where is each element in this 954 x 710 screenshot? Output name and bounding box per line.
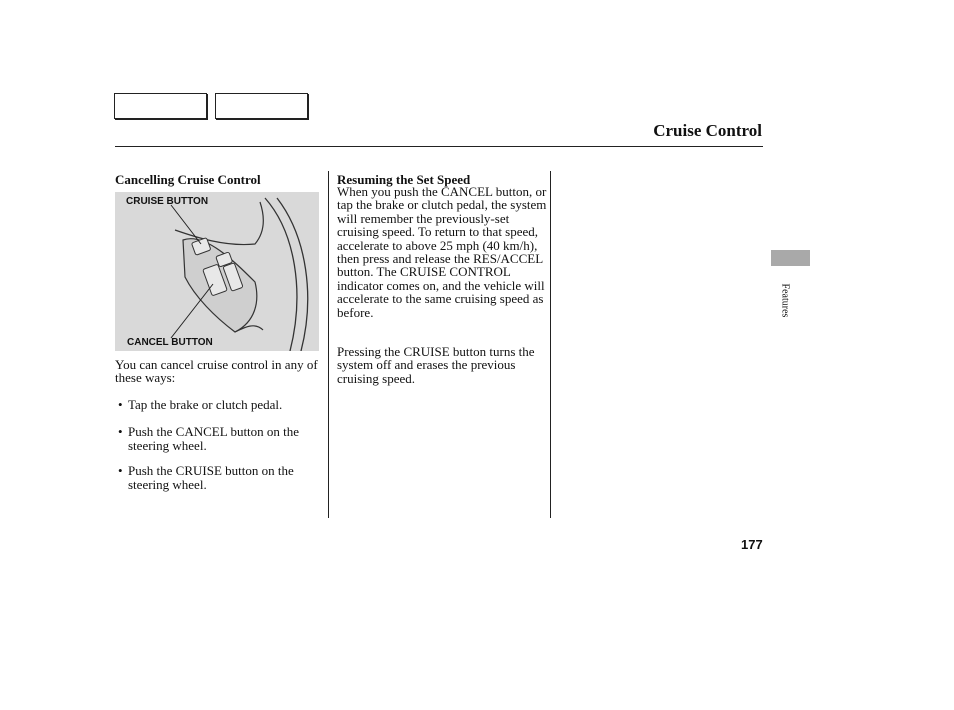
cancel-button-label: CANCEL BUTTON [127, 337, 213, 348]
bullet-dot: • [118, 424, 123, 439]
page-number: 177 [741, 537, 763, 552]
steering-wheel-illustration [115, 192, 319, 351]
column-divider-2 [550, 171, 551, 518]
nav-box-2[interactable] [215, 93, 308, 119]
list-item [118, 464, 323, 491]
column-divider-1 [328, 171, 329, 518]
section-tab-label: Features [779, 283, 791, 318]
header-rule [115, 146, 763, 147]
bullet-dot: • [118, 397, 123, 412]
list-item [118, 398, 323, 412]
section-title: Cruise Control [653, 121, 762, 140]
left-intro-text: You can cancel cruise control in any of these ways: [115, 357, 318, 386]
list-item-text: Push the CANCEL button on the steering wheel. [128, 424, 300, 453]
right-heading: Resuming the Set Speed [337, 172, 471, 187]
left-heading: Cancelling Cruise Control [115, 172, 261, 187]
list-item-text: Push the CRUISE button on the steering wheel. [128, 463, 294, 492]
steering-wheel-figure [115, 192, 319, 351]
nav-box-1[interactable] [114, 93, 207, 119]
list-item-text: Tap the brake or clutch pedal. [128, 397, 283, 412]
section-tab[interactable] [771, 250, 810, 266]
list-item [118, 425, 323, 452]
bullet-dot: • [118, 463, 123, 478]
right-paragraph-2: Pressing the CRUISE button turns the system off and erases the previous cruising speed. [337, 344, 535, 386]
cruise-button-label: CRUISE BUTTON [126, 196, 209, 207]
right-paragraph-1: When you push the CANCEL button, or tap the brake or clutch pedal, the system will remember the previously-set cruising speed. To return to that speed, accelerate to above 25 mph (40 km/h), then press and release the RES/ACCEL button. The CRUISE CONTROL indicator comes on, and the vehicle will accelerate to the same cruising speed as before. [337, 184, 547, 320]
